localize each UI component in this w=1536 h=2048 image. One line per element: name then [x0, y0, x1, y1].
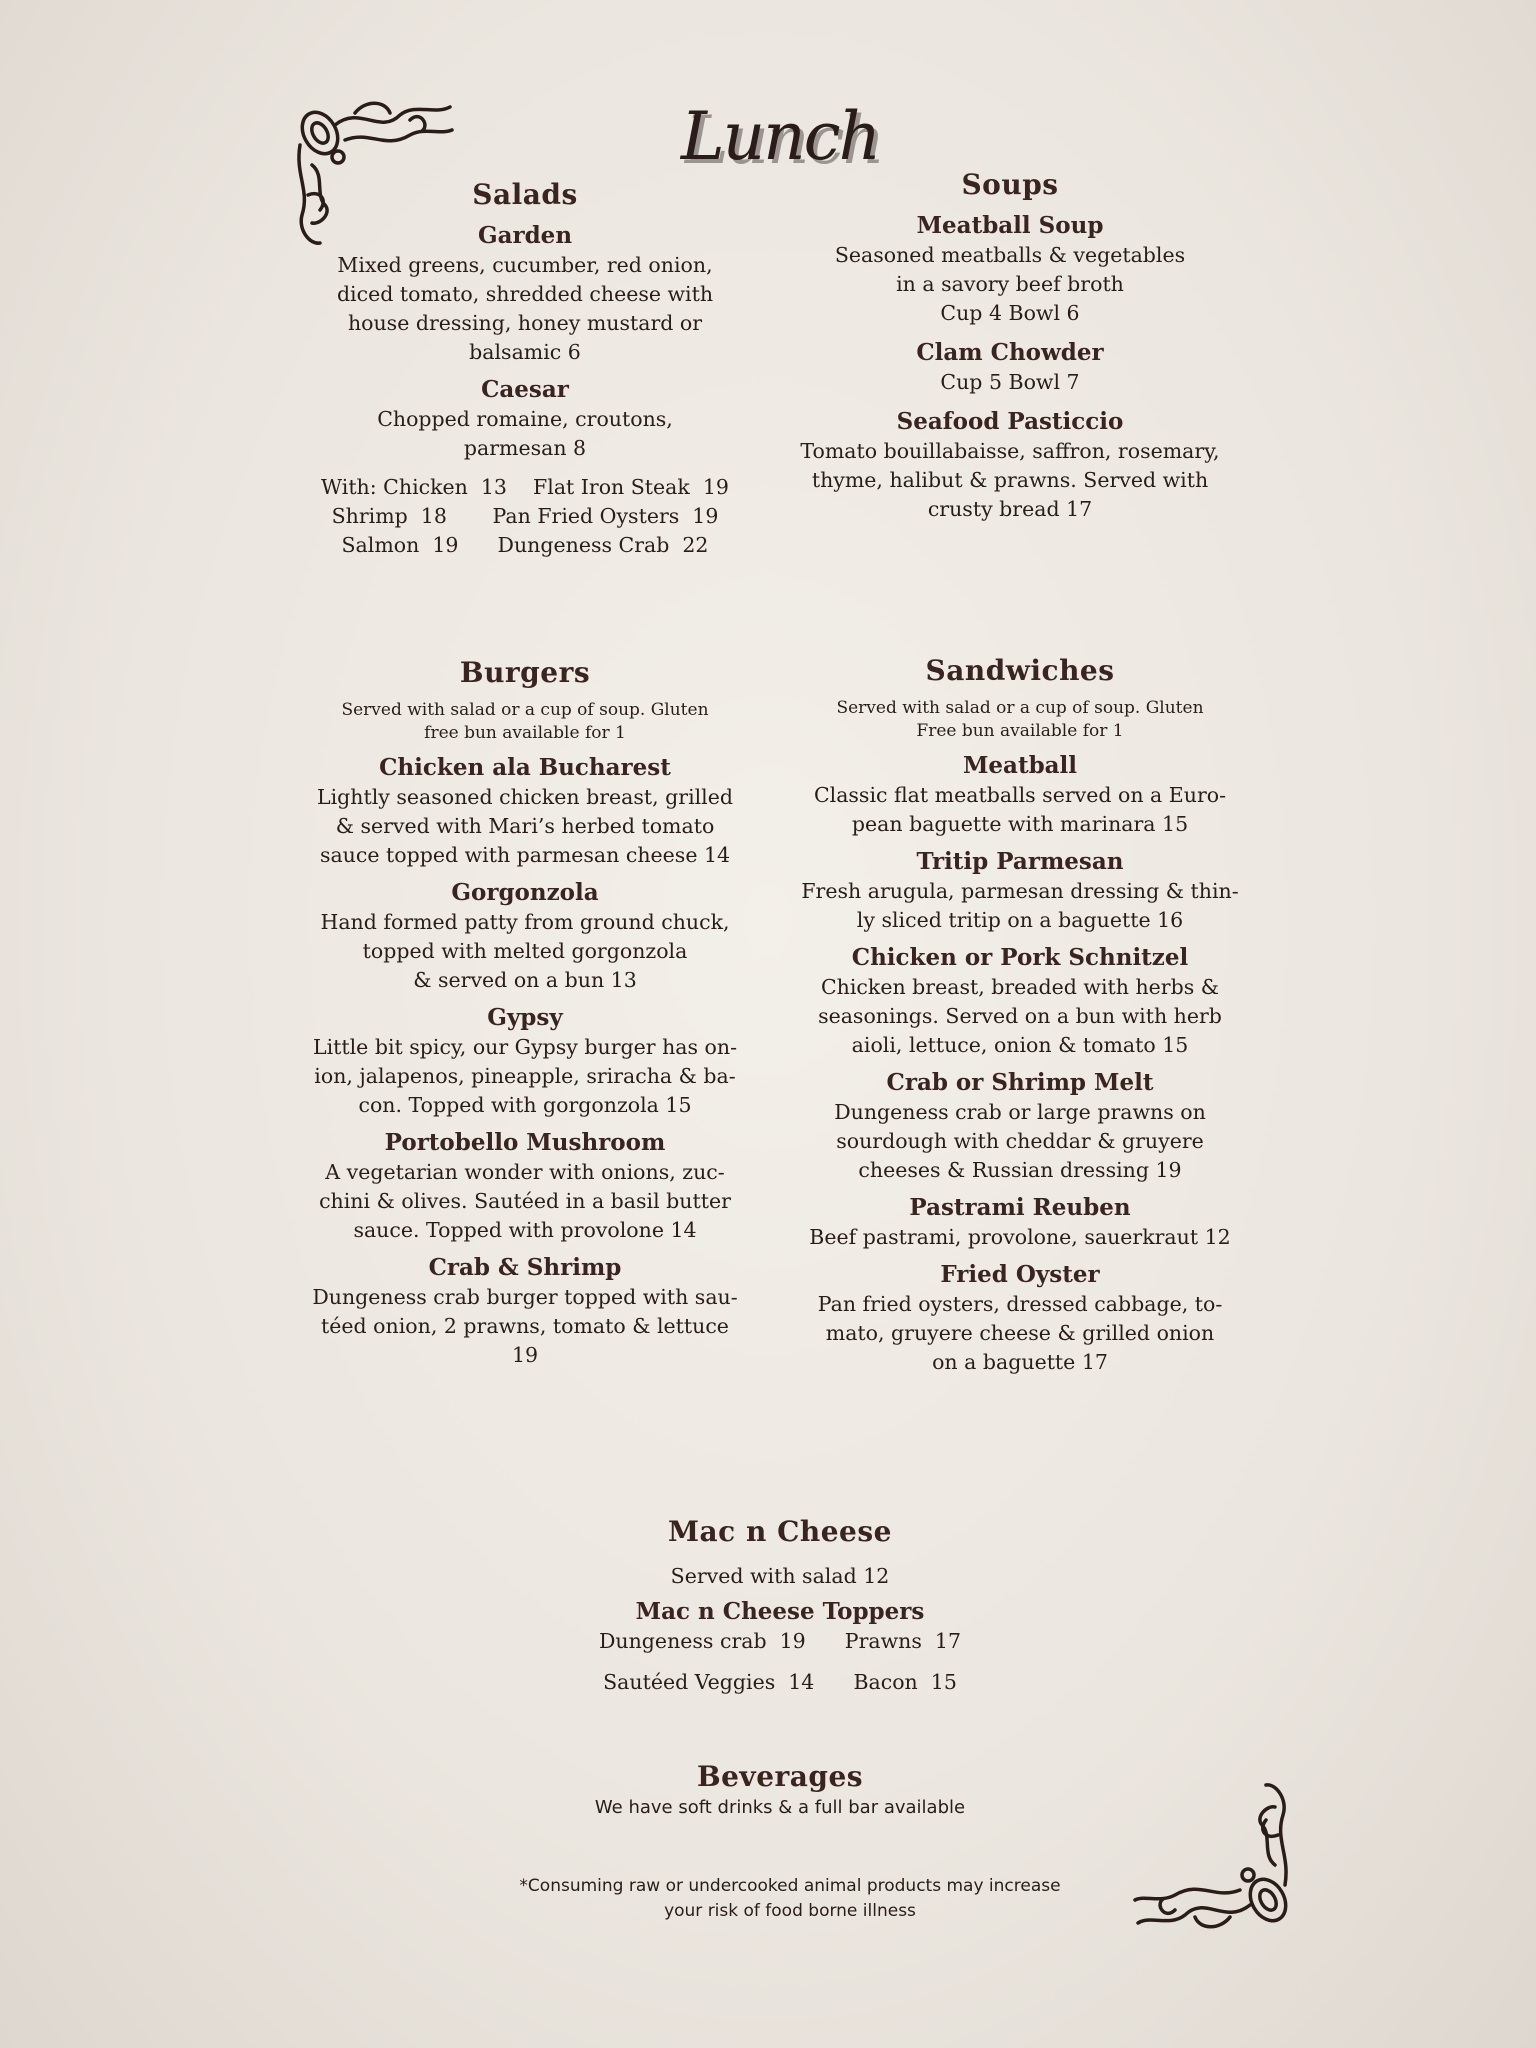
sandwich-name: Tritip Parmesan [916, 848, 1124, 875]
seafood-pasticcio-desc: Tomato bouillabaisse, saffron, rosemary, thyme, halibut & prawns. Served with crusty bread 17 [800, 439, 1220, 521]
soups-heading: Soups [961, 168, 1059, 201]
burger-name: Chicken ala Bucharest [379, 754, 671, 781]
salad-addon-line: Salmon 19 Dungeness Crab 22 [341, 533, 709, 557]
burgers-heading: Burgers [459, 656, 591, 689]
sandwiches-section [780, 654, 1260, 1377]
sandwich-desc: Chicken breast, breaded with herbs & seasonings. Served on a bun with herb aioli, lettuce, onion & tomato 15 [818, 975, 1222, 1057]
burger-name: Crab & Shrimp [428, 1254, 622, 1281]
bottom-right-ornament [1130, 1765, 1300, 1940]
sandwich-desc: Beef pastrami, provolone, sauerkraut 12 [809, 1225, 1231, 1249]
sandwich-item [780, 751, 1260, 839]
menu-title: Lunch [680, 98, 880, 175]
sandwich-name: Meatball [962, 752, 1078, 779]
mac-toppers-heading: Mac n Cheese Toppers [635, 1598, 925, 1625]
burger-desc: Hand formed patty from ground chuck, topped with melted gorgonzola & served on a bun 13 [320, 910, 730, 992]
sandwich-item [780, 943, 1260, 1060]
clam-chowder-desc: Cup 5 Bowl 7 [940, 370, 1080, 394]
meatball-soup-desc: Seasoned meatballs & vegetables in a savory beef broth Cup 4 Bowl 6 [834, 243, 1186, 325]
burgers-section [290, 656, 760, 1370]
salad-addon-line: With: Chicken 13 Flat Iron Steak 19 [321, 475, 729, 499]
beverages-text: We have soft drinks & a full bar available [594, 1797, 966, 1818]
mac-toppers-line: Dungeness crab 19 Prawns 17 [598, 1629, 962, 1653]
sandwich-item [780, 1260, 1260, 1377]
garden-name: Garden [477, 222, 573, 249]
disclaimer: *Consuming raw or undercooked animal products may increase your risk of food borne illness [519, 1876, 1061, 1921]
burger-desc: Dungeness crab burger topped with sau- téed onion, 2 prawns, tomato & lettuce 19 [312, 1285, 738, 1367]
burger-desc: Lightly seasoned chicken breast, grilled & served with Mari’s herbed tomato sauce topped with parmesan cheese 14 [316, 785, 733, 867]
garden-desc: Mixed greens, cucumber, red onion, diced tomato, shredded cheese with house dressing, honey mustard or balsamic 6 [336, 253, 714, 364]
burger-item [290, 753, 760, 870]
caesar-desc: Chopped romaine, croutons, parmesan 8 [377, 407, 673, 460]
sandwich-desc: Pan fried oysters, dressed cabbage, to- mato, gruyere cheese & grilled onion on a baguette 17 [817, 1292, 1223, 1374]
burger-name: Gypsy [487, 1004, 563, 1031]
sandwich-desc: Dungeness crab or large prawns on sourdough with cheddar & gruyere cheeses & Russian dressing 19 [834, 1100, 1206, 1182]
burger-desc: A vegetarian wonder with onions, zuc- chini & olives. Sautéed in a basil butter sauce. Topped with provolone 14 [319, 1160, 731, 1242]
sandwiches-heading: Sandwiches [925, 654, 1115, 687]
salads-heading: Salads [472, 178, 578, 211]
burger-item [290, 1003, 760, 1120]
burger-item [290, 1253, 760, 1370]
sandwich-name: Chicken or Pork Schnitzel [851, 944, 1189, 971]
sandwich-name: Crab or Shrimp Melt [886, 1069, 1154, 1096]
soups-section [780, 168, 1240, 524]
sandwich-item [780, 1068, 1260, 1185]
sandwich-desc: Fresh arugula, parmesan dressing & thin- ly sliced tritip on a baguette 16 [801, 879, 1239, 932]
burger-desc: Little bit spicy, our Gypsy burger has on- ion, jalapenos, pineapple, sriracha & ba- con. Topped with gorgonzola 15 [312, 1035, 738, 1117]
clam-chowder-name: Clam Chowder [916, 339, 1104, 366]
burgers-note: Served with salad or a cup of soup. Gluten free bun available for 1 [341, 700, 709, 743]
sandwich-desc: Classic flat meatballs served on a Euro- pean baguette with marinara 15 [813, 783, 1227, 836]
burger-name: Gorgonzola [451, 879, 599, 906]
sandwich-name: Pastrami Reuben [909, 1194, 1131, 1221]
beverages-section [480, 1760, 1080, 1821]
mac-heading: Mac n Cheese [668, 1515, 892, 1548]
beverages-heading: Beverages [696, 1760, 864, 1793]
salads-section [290, 178, 760, 560]
seafood-pasticcio-name: Seafood Pasticcio [896, 408, 1124, 435]
sandwich-name: Fried Oyster [940, 1261, 1100, 1288]
sandwiches-note: Served with salad or a cup of soup. Gluten Free bun available for 1 [836, 698, 1204, 741]
burger-item [290, 1128, 760, 1245]
mac-served: Served with salad 12 [670, 1564, 890, 1588]
mac-section [530, 1515, 1030, 1697]
sandwich-item [780, 1193, 1260, 1252]
mac-toppers-line: Sautéed Veggies 14 Bacon 15 [603, 1670, 957, 1694]
caesar-name: Caesar [481, 376, 569, 403]
meatball-soup-name: Meatball Soup [916, 212, 1104, 239]
salad-addon-line: Shrimp 18 Pan Fried Oysters 19 [331, 504, 719, 528]
sandwich-item [780, 847, 1260, 935]
burger-item [290, 878, 760, 995]
burger-name: Portobello Mushroom [384, 1129, 666, 1156]
